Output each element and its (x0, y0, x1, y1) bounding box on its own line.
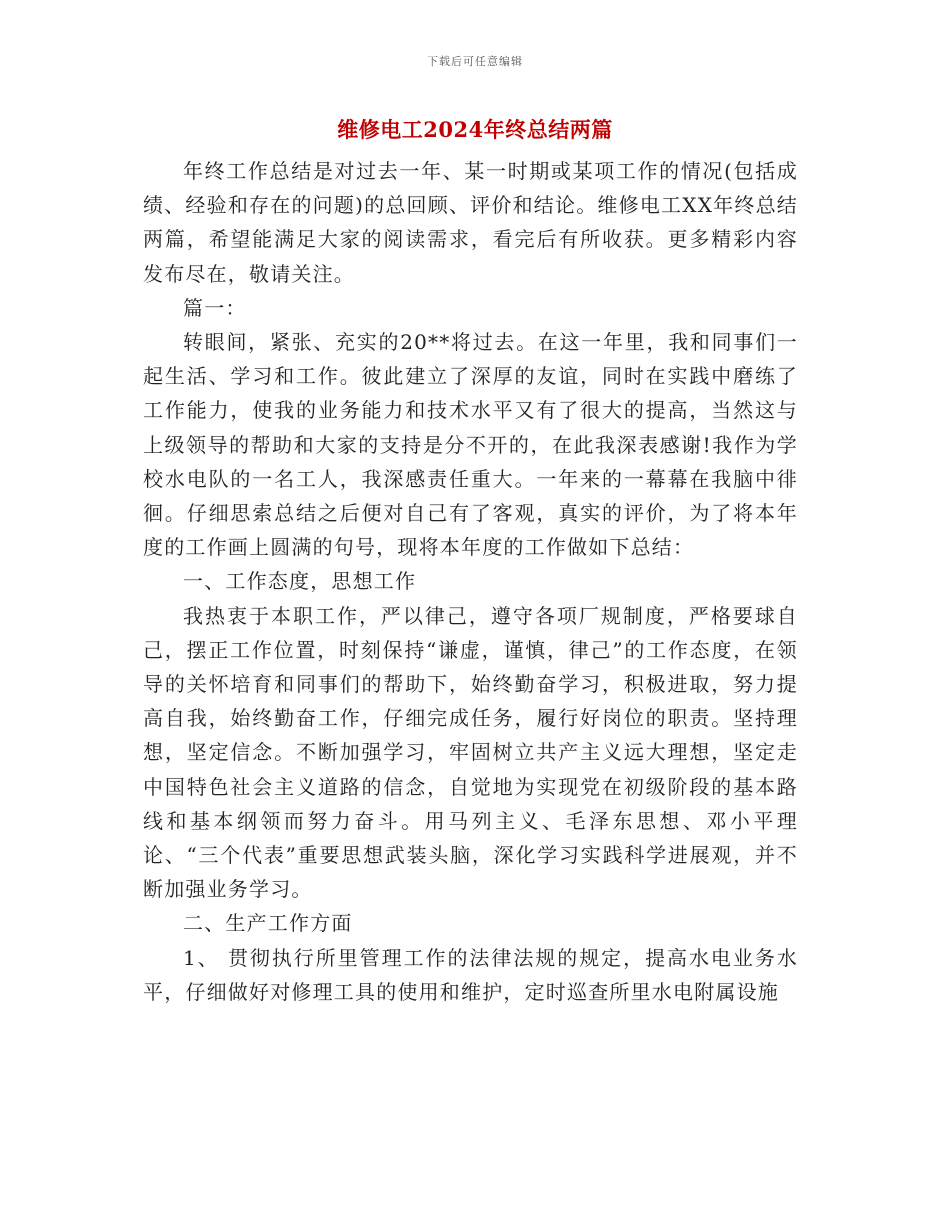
body-paragraph: 转眼间，紧张、充实的20**将过去。在这一年里，我和同事们一起生活、学习和工作。彼此建立了深厚的友谊，同时在实践中磨练了工作能力，使我的业务能力和技术水平又有了很大的提高，当然这与上级领导的帮助和大家的支持是分不开的，在此我深表感谢!我作为学校水电队的一名工人，我深感责任重大。一年来的一幕幕在我脑中徘徊。仔细思索总结之后便对自己有了客观，真实的评价，为了将本年度的工作画上圆满的句号，现将本年度的工作做如下总结： (143, 330, 798, 560)
body-paragraph: 1、 贯彻执行所里管理工作的法律法规的规定，提高水电业务水平，仔细做好对修理工具的使用和维护，定时巡查所里水电附属设施 (143, 945, 798, 1004)
page-header: 下载后可任意编辑 (427, 55, 523, 68)
intro-paragraph: 年终工作总结是对过去一年、某一时期或某项工作的情况(包括成绩、经验和存在的问题)的总回顾、评价和结论。维修电工XX年终总结两篇，希望能满足大家的阅读需求，看完后有所收获。更多精彩内容发布尽在，敬请关注。 (143, 159, 798, 286)
body-paragraph: 我热衷于本职工作，严以律己，遵守各项厂规制度，严格要球自己，摆正工作位置，时刻保持“谦虚，谨慎，律己”的工作态度，在领导的关怀培育和同事们的帮助下，始终勤奋学习，积极进取，努力提高自我，始终勤奋工作，仔细完成任务，履行好岗位的职责。坚持理想，坚定信念。不断加强学习，牢固树立共产主义远大理想，坚定走中国特色社会主义道路的信念，自觉地为实现党在初级阶段的基本路线和基本纲领而努力奋斗。用马列主义、毛泽东思想、邓小平理论、“三个代表”重要思想武装头脑，深化学习实践科学进展观，并不断加强业务学习。 (143, 603, 798, 902)
section-heading-production: 二、生产工作方面 (183, 911, 353, 936)
document-title: 维修电工2024年终总结两篇 (337, 117, 613, 142)
part-one-heading: 篇一： (183, 295, 247, 320)
document-body (143, 154, 798, 1009)
section-heading-attitude: 一、工作态度，思想工作 (183, 569, 417, 594)
